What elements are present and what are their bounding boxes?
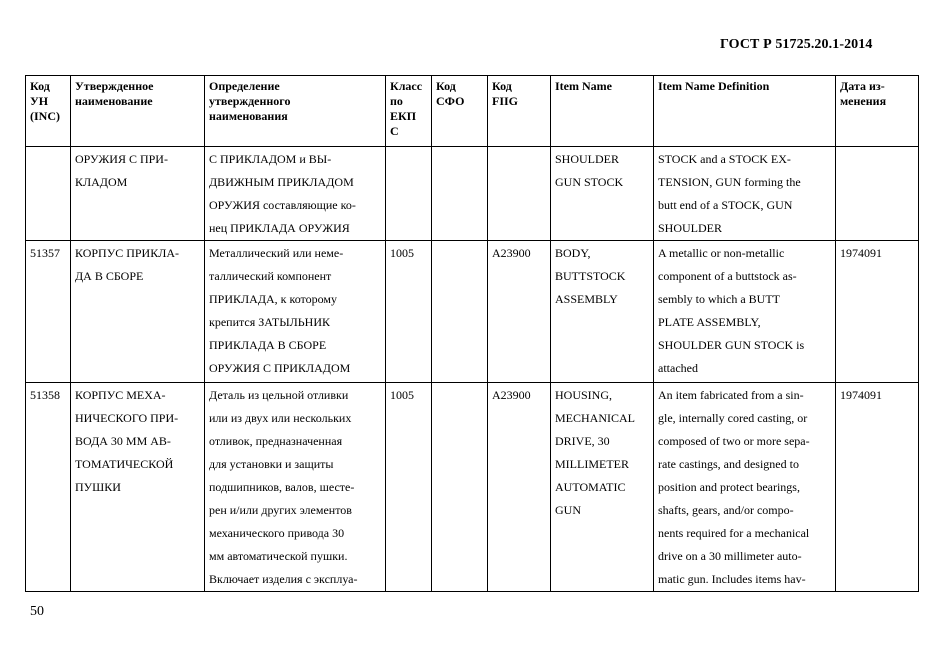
- header-line: Код: [492, 79, 512, 93]
- cell-line: крепится ЗАТЫЛЬНИК: [209, 315, 331, 329]
- col-item-def-cell: [654, 383, 836, 592]
- cell-line: для установки и защиты: [209, 457, 334, 471]
- cell-line: STOCK and a STOCK EX-: [658, 152, 791, 166]
- cell-line: sembly to which a BUTT: [658, 292, 780, 306]
- col-definition-cell: [205, 241, 386, 383]
- col-fiig-cell: [488, 147, 551, 241]
- cell-line: composed of two or more sepa-: [658, 434, 810, 448]
- cell-line: PLATE ASSEMBLY,: [658, 315, 761, 329]
- header-line: Item Name Definition: [658, 79, 770, 93]
- table-header-row: [26, 76, 919, 147]
- cell-line: drive on a 30 millimeter auto-: [658, 549, 802, 563]
- cell-line: ДВИЖНЫМ ПРИКЛАДОМ: [209, 175, 354, 189]
- cell-line: таллический компонент: [209, 269, 332, 283]
- col-item-name-cell: [551, 383, 654, 592]
- cell-line: DRIVE, 30: [555, 434, 610, 448]
- cell-line: ПУШКИ: [75, 480, 121, 494]
- cell-line: An item fabricated from a sin-: [658, 388, 804, 402]
- cell-line: SHOULDER: [658, 221, 723, 235]
- col-definition-cell: [205, 147, 386, 241]
- cell-line: gle, internally cored casting, or: [658, 411, 808, 425]
- cell-line: КОРПУС МЕХА-: [75, 388, 166, 402]
- cell-line: или из двух или нескольких: [209, 411, 352, 425]
- cell-line: A metallic or non-metallic: [658, 246, 785, 260]
- document-id: ГОСТ Р 51725.20.1-2014: [720, 37, 873, 52]
- header-line: Item Name: [555, 79, 612, 93]
- header-line: ЕКП: [390, 109, 417, 123]
- header-line: (INC): [30, 109, 60, 123]
- col-sfo-cell: [432, 241, 488, 383]
- header-line: наименование: [75, 94, 153, 108]
- header-line: утвержденного: [209, 94, 291, 108]
- col-item-name-cell: [551, 147, 654, 241]
- cell-line: HOUSING,: [555, 388, 612, 402]
- cell-line: Металлический или неме-: [209, 246, 344, 260]
- cell-line: BUTTSTOCK: [555, 269, 626, 283]
- col-class-header: [386, 76, 432, 147]
- col-definition-cell: [205, 383, 386, 592]
- col-sfo-header: [432, 76, 488, 147]
- col-fiig-cell: A23900: [488, 241, 551, 383]
- col-item-def-header: [654, 76, 836, 147]
- col-class-cell: [386, 147, 432, 241]
- cell-line: AUTOMATIC: [555, 480, 626, 494]
- cell-line: ПРИКЛАДА, к которому: [209, 292, 338, 306]
- cell-line: BODY,: [555, 246, 591, 260]
- cell-line: ВОДА 30 ММ АВ-: [75, 434, 171, 448]
- col-class-cell: 1005: [386, 241, 432, 383]
- col-sfo-cell: [432, 383, 488, 592]
- header-line: Определение: [209, 79, 280, 93]
- cell-line: ДА В СБОРЕ: [75, 269, 144, 283]
- header-line: FIIG: [492, 94, 519, 108]
- col-fiig-cell: A23900: [488, 383, 551, 592]
- cell-line: nents required for a mechanical: [658, 526, 810, 540]
- col-sfo-cell: [432, 147, 488, 241]
- table-row: [26, 241, 919, 383]
- table-body: [26, 147, 919, 592]
- col-inc-header: [26, 76, 71, 147]
- cell-line: Деталь из цельной отливки: [209, 388, 349, 402]
- header-line: СФО: [436, 94, 465, 108]
- catalog-table: [25, 75, 919, 592]
- cell-line: Включает изделия с эксплуа-: [209, 572, 358, 586]
- cell-line: подшипников, валов, шесте-: [209, 480, 355, 494]
- col-date-cell: 1974091: [836, 383, 919, 592]
- col-item-name-cell: [551, 241, 654, 383]
- cell-line: нец ПРИКЛАДА ОРУЖИЯ: [209, 221, 350, 235]
- cell-line: КЛАДОМ: [75, 175, 128, 189]
- cell-line: ASSEMBLY: [555, 292, 618, 306]
- col-date-cell: [836, 147, 919, 241]
- header-line: Код: [436, 79, 456, 93]
- cell-line: position and protect bearings,: [658, 480, 800, 494]
- table-row: [26, 147, 919, 241]
- page-number: 50: [30, 604, 44, 619]
- cell-line: shafts, gears, and/or compo-: [658, 503, 794, 517]
- cell-line: SHOULDER: [555, 152, 620, 166]
- cell-line: attached: [658, 361, 698, 375]
- cell-line: TENSION, GUN forming the: [658, 175, 801, 189]
- cell-line: rate castings, and designed to: [658, 457, 799, 471]
- cell-line: butt end of a STOCK, GUN: [658, 198, 793, 212]
- header-line: Утвержденное: [75, 79, 154, 93]
- col-item-def-cell: [654, 147, 836, 241]
- cell-line: отливок, предназначенная: [209, 434, 343, 448]
- header-line: УН: [30, 94, 49, 108]
- cell-line: MECHANICAL: [555, 411, 635, 425]
- cell-line: С ПРИКЛАДОМ и ВЫ-: [209, 152, 332, 166]
- col-item-name-header: [551, 76, 654, 147]
- table-row: [26, 383, 919, 592]
- header-line: наименования: [209, 109, 288, 123]
- col-name-cell: [71, 383, 205, 592]
- cell-line: GUN STOCK: [555, 175, 624, 189]
- header-line: С: [390, 124, 399, 138]
- cell-line: GUN: [555, 503, 581, 517]
- cell-line: НИЧЕСКОГО ПРИ-: [75, 411, 179, 425]
- header-line: Класс: [390, 79, 423, 93]
- col-name-cell: [71, 241, 205, 383]
- col-inc-cell: 51358: [26, 383, 71, 592]
- cell-line: ТОМАТИЧЕСКОЙ: [75, 457, 174, 471]
- cell-line: мм автоматической пушки.: [209, 549, 348, 563]
- cell-line: MILLIMETER: [555, 457, 629, 471]
- cell-line: component of a buttstock as-: [658, 269, 797, 283]
- cell-line: механического привода 30: [209, 526, 345, 540]
- col-name-header: [71, 76, 205, 147]
- col-fiig-header: [488, 76, 551, 147]
- header-line: Дата из-: [840, 79, 885, 93]
- col-definition-header: [205, 76, 386, 147]
- cell-line: ПРИКЛАДА В СБОРЕ: [209, 338, 327, 352]
- col-name-cell: [71, 147, 205, 241]
- cell-line: SHOULDER GUN STOCK is: [658, 338, 805, 352]
- cell-line: matic gun. Includes items hav-: [658, 572, 806, 586]
- col-inc-cell: 51357: [26, 241, 71, 383]
- cell-line: ОРУЖИЯ составляющие ко-: [209, 198, 356, 212]
- header-line: по: [390, 94, 403, 108]
- cell-line: КОРПУС ПРИКЛА-: [75, 246, 180, 260]
- col-class-cell: 1005: [386, 383, 432, 592]
- header-line: менения: [840, 94, 887, 108]
- col-date-cell: 1974091: [836, 241, 919, 383]
- cell-line: ОРУЖИЯ С ПРИ-: [75, 152, 168, 166]
- header-line: Код: [30, 79, 50, 93]
- cell-line: рен и/или других элементов: [209, 503, 352, 517]
- col-item-def-cell: [654, 241, 836, 383]
- cell-line: ОРУЖИЯ С ПРИКЛАДОМ: [209, 361, 351, 375]
- col-inc-cell: [26, 147, 71, 241]
- col-date-header: [836, 76, 919, 147]
